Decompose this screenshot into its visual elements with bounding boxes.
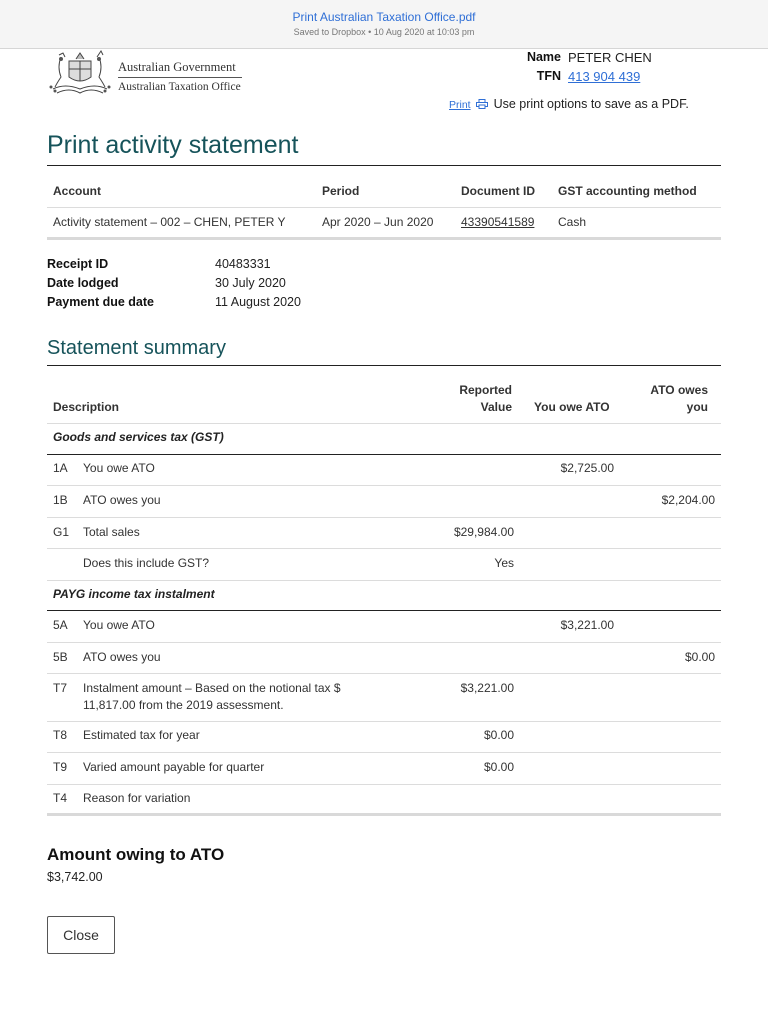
row-reported-value: $0.00 [483,760,514,774]
payment-due-label: Payment due date [47,295,154,309]
table-divider [47,423,721,424]
document-save-status: Saved to Dropbox • 10 Aug 2020 at 10:03 pm [293,27,475,37]
row-description: ATO owes you [83,650,161,664]
table-bottom-border [47,237,721,240]
row-ato-owes: $0.00 [684,650,715,664]
australian-government-logo [47,47,247,99]
row-code: T9 [53,760,68,774]
row-ato-owes: $2,204.00 [661,493,715,507]
row-code: 1A [53,461,68,475]
row-you-owe: $2,725.00 [560,461,614,475]
tfn-label: TFN [536,69,561,83]
receipt-id-label: Receipt ID [47,257,109,271]
logo-agency-text: Australian Taxation Office [118,81,241,93]
coat-of-arms-icon [47,47,113,97]
header-document-id: Document ID [461,184,536,198]
page-title: Print activity statement [47,131,299,159]
header-you-owe: You owe ATO [534,400,610,414]
receipt-id-value: 40483331 [215,257,271,271]
period-cell: Apr 2020 – Jun 2020 [322,215,434,229]
account-cell: Activity statement – 002 – CHEN, PETER Y [53,215,286,229]
date-lodged-value: 30 July 2020 [215,276,286,290]
close-button[interactable]: Close [47,916,115,954]
row-description: Total sales [83,525,140,539]
row-divider [47,485,721,486]
header-gst-method: GST accounting method [558,184,697,198]
name-label: Name [526,50,561,64]
section-divider [47,454,721,455]
row-description: Estimated tax for year [83,728,200,742]
header-period: Period [322,184,360,198]
title-divider [47,165,721,166]
date-lodged-label: Date lodged [47,276,119,290]
logo-government-text: Australian Government [118,60,236,74]
row-divider [47,752,721,753]
row-description: Instalment amount – Based on the notional tax $ [83,681,341,695]
row-code: T8 [53,728,68,742]
tfn-value-link[interactable]: 413 904 439 [568,69,641,84]
payg-section-label: PAYG income tax instalment [53,587,215,601]
header-account: Account [53,184,101,198]
print-instruction-text: Use print options to save as a PDF. [493,97,689,111]
gst-section-label: Goods and services tax (GST) [53,430,224,444]
document-title[interactable]: Print Australian Taxation Office.pdf [292,10,476,24]
row-you-owe: $3,221.00 [560,618,614,632]
payment-due-value: 11 August 2020 [215,295,301,309]
pdf-viewer-bar [0,0,768,49]
header-reported-line2: Value [480,400,512,414]
row-code: G1 [53,525,70,539]
row-description: Reason for variation [83,791,191,805]
table-bottom-border [47,813,721,816]
row-code: T4 [53,791,68,805]
name-value: PETER CHEN [568,50,652,65]
row-reported-value: Yes [494,556,514,570]
row-description: You owe ATO [83,618,155,632]
row-divider [47,580,721,581]
row-description: ATO owes you [83,493,161,507]
row-reported-value: $0.00 [483,728,514,742]
row-code: 5B [53,650,68,664]
print-instructions [449,97,689,111]
row-divider [47,517,721,518]
header-ato-owes-line1: ATO owes [650,383,708,397]
amount-owing-value: $3,742.00 [47,870,103,884]
row-divider [47,673,721,674]
row-description: You owe ATO [83,461,155,475]
row-divider [47,721,721,722]
printer-icon[interactable] [476,99,488,109]
row-description: Does this include GST? [83,556,210,570]
row-description: Varied amount payable for quarter [83,760,265,774]
row-description-continued: 11,817.00 from the 2019 assessment. [83,698,284,712]
amount-owing-title: Amount owing to ATO [47,845,225,864]
print-link[interactable]: Print [449,99,471,111]
header-ato-owes-line2: you [686,400,708,414]
row-code: T7 [53,681,68,695]
gst-method-cell: Cash [558,215,587,229]
summary-title: Statement summary [47,337,226,359]
row-code: 5A [53,618,68,632]
row-reported-value: $29,984.00 [453,525,514,539]
row-divider [47,642,721,643]
logo-divider [118,77,242,78]
header-reported-line1: Reported [459,383,512,397]
row-divider [47,784,721,785]
document-id-link[interactable]: 43390541589 [461,215,535,229]
table-divider [47,207,721,208]
header-description: Description [53,400,120,414]
summary-title-divider [47,365,721,366]
row-code: 1B [53,493,68,507]
row-divider [47,548,721,549]
row-reported-value: $3,221.00 [460,681,514,695]
section-divider [47,610,721,611]
